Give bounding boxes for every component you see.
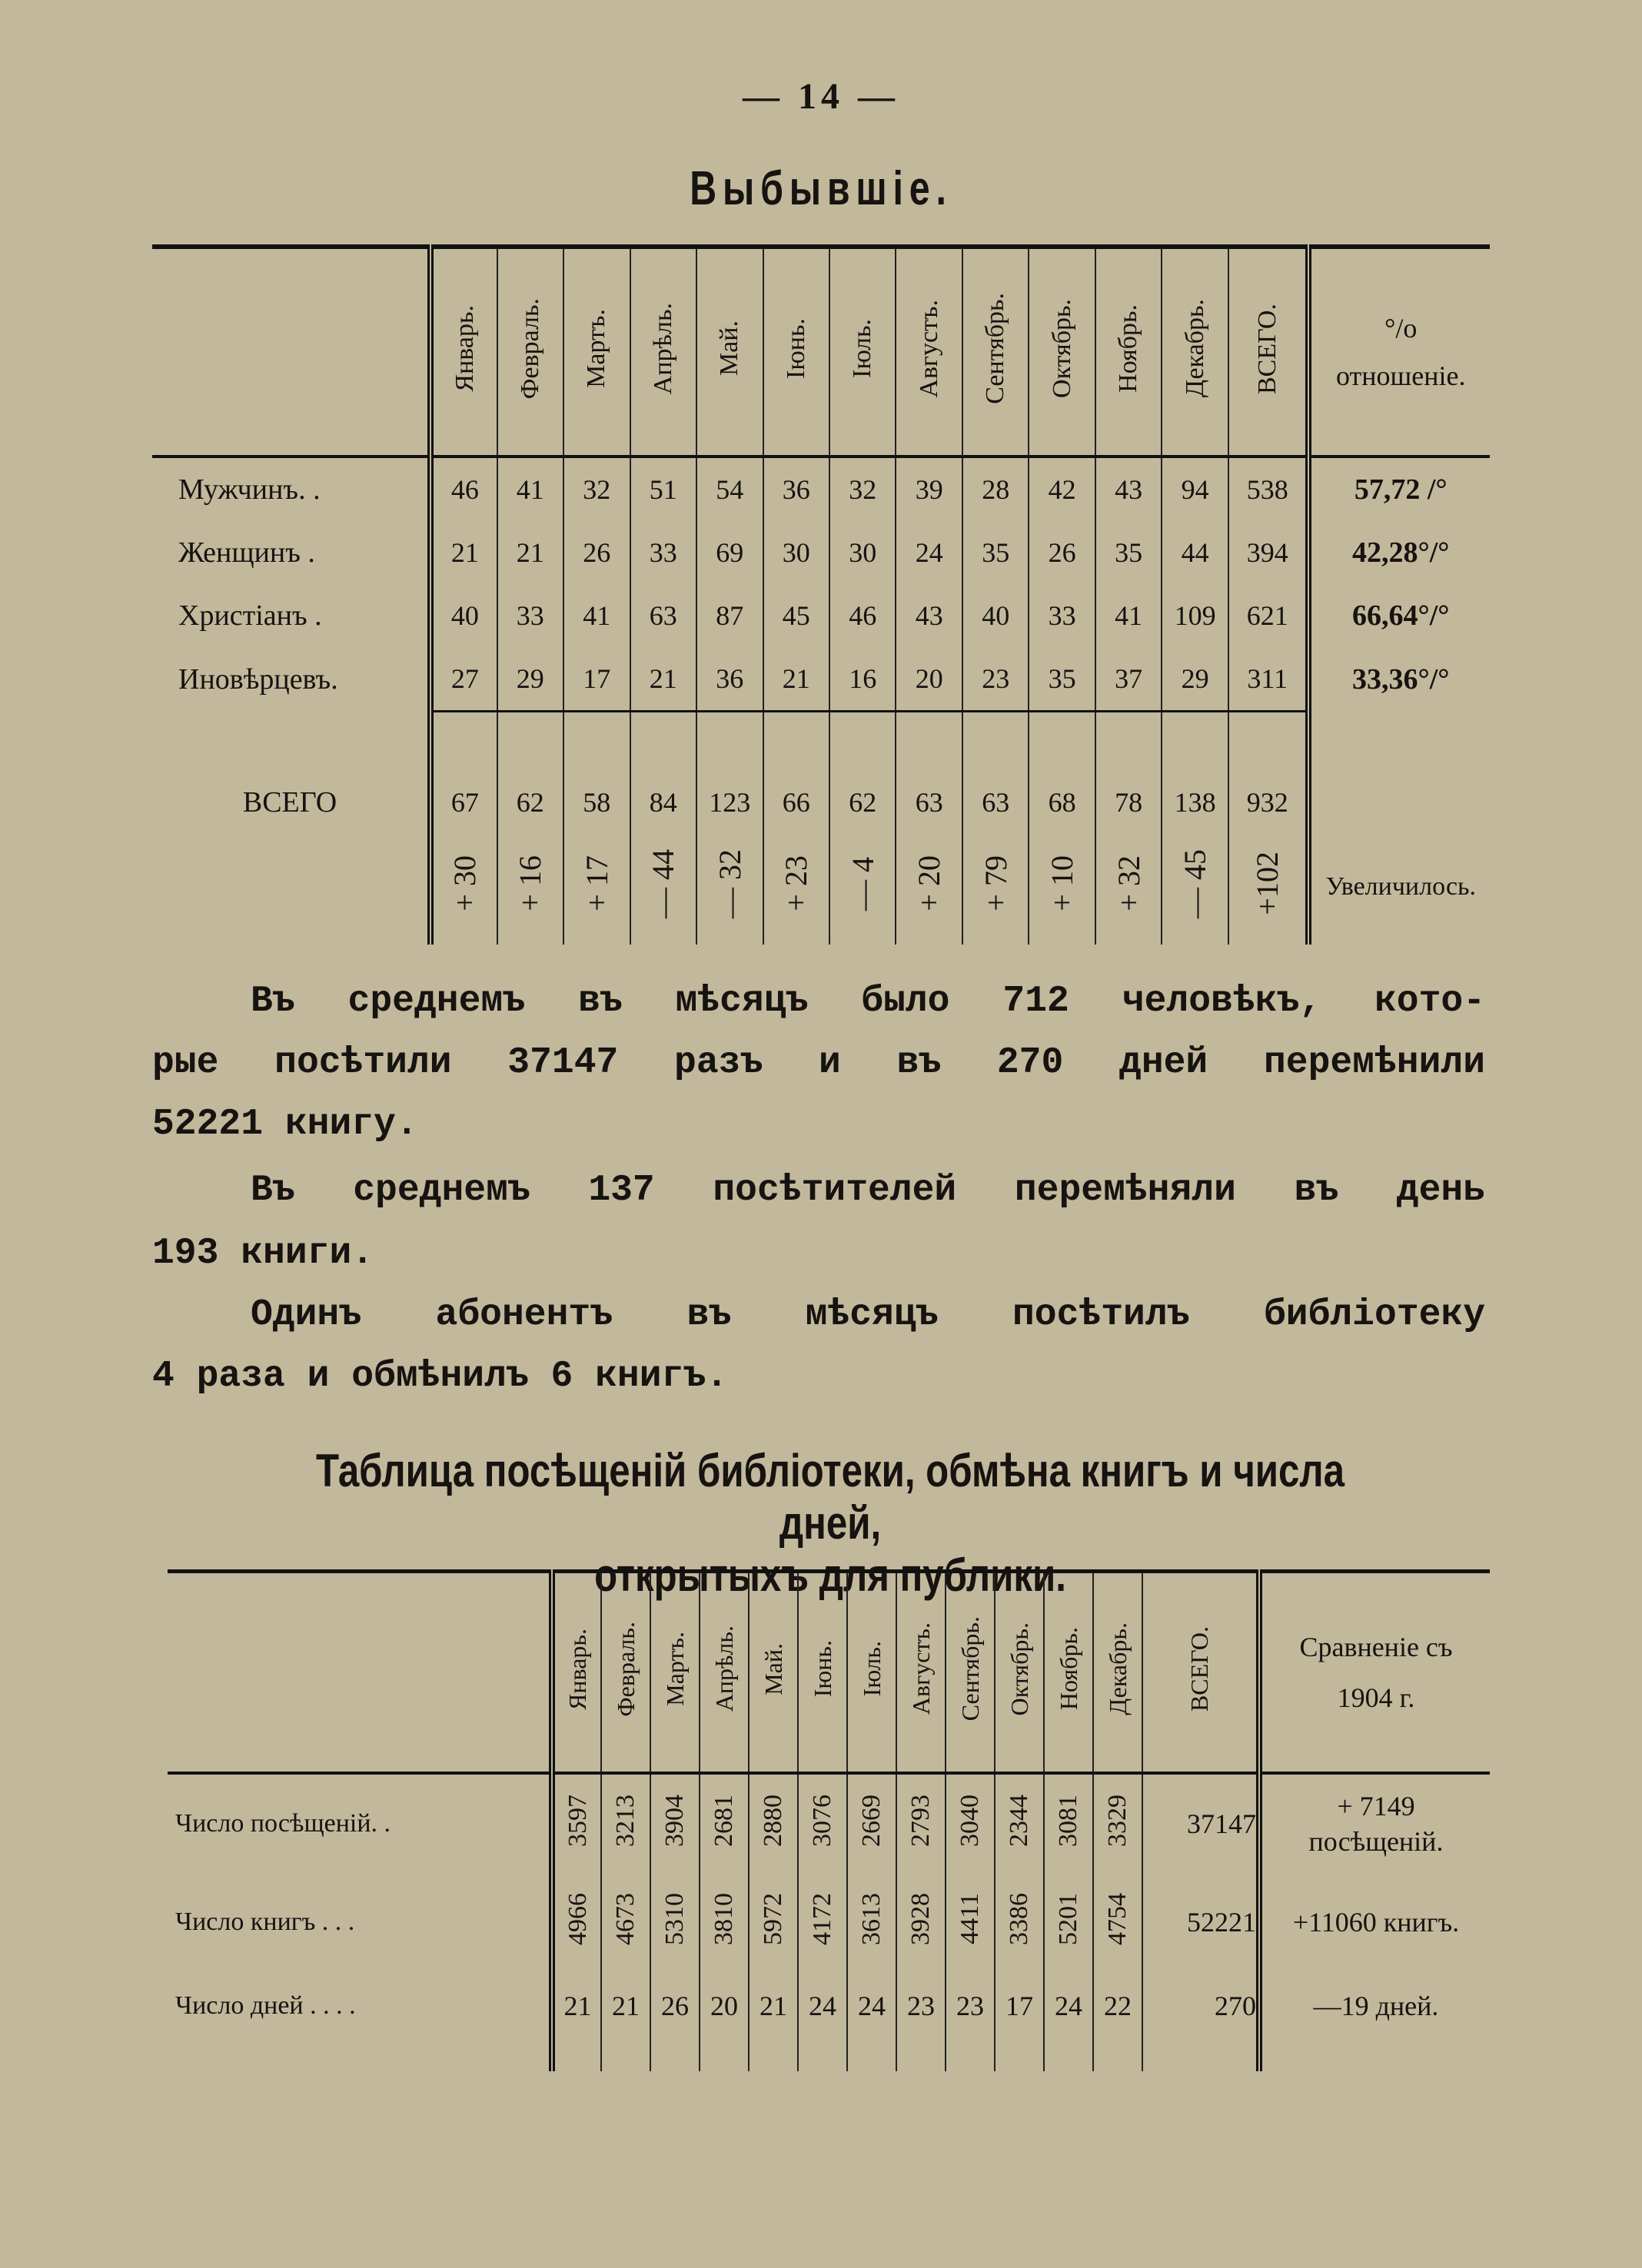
cell-value: 33 xyxy=(630,521,696,584)
cell-value: 94 xyxy=(1162,457,1228,521)
difference-cell xyxy=(497,829,563,945)
month-label: ВСЕГО. xyxy=(1252,303,1281,394)
month-header xyxy=(962,247,1029,457)
cell-value: 37 xyxy=(1095,647,1162,712)
month-label: Мартъ. xyxy=(582,309,611,388)
paragraph-line: 4 раза и обмѣнилъ 6 книгъ. xyxy=(152,1356,728,1397)
cell-value xyxy=(1093,1773,1142,1873)
cell-value: 30 xyxy=(763,521,829,584)
cell-text: 4754 xyxy=(1103,1892,1132,1945)
cell-text: 5310 xyxy=(660,1892,689,1945)
total-value: 62 xyxy=(829,775,896,829)
difference-value: + 20 xyxy=(912,855,947,912)
cell-value: 27 xyxy=(430,647,497,712)
difference-row xyxy=(152,829,1490,945)
total-value: 138 xyxy=(1162,775,1228,829)
cell-text: 3213 xyxy=(611,1794,640,1847)
month-header xyxy=(829,247,896,457)
difference-value: — 4 xyxy=(845,856,880,911)
total-value: 62 xyxy=(497,775,563,829)
cell-value: 41 xyxy=(497,457,563,521)
cell-text: 5201 xyxy=(1054,1892,1082,1945)
difference-value: + 32 xyxy=(1111,855,1146,912)
cell-value xyxy=(896,1873,946,1971)
month-header xyxy=(696,247,763,457)
difference-cell xyxy=(630,829,696,945)
total-label: ВСЕГО xyxy=(242,786,337,819)
cell-text: 4966 xyxy=(563,1892,592,1945)
cell-text: 3613 xyxy=(857,1892,886,1945)
cell-text: 3386 xyxy=(1005,1892,1033,1945)
cell-value: 21 xyxy=(630,647,696,712)
table-row xyxy=(168,1971,1490,2041)
difference-value: + 23 xyxy=(779,855,814,912)
cell-value: 24 xyxy=(847,1971,896,2041)
cell-value: 41 xyxy=(563,584,630,647)
table-row xyxy=(152,647,1490,712)
cell-value: 21 xyxy=(430,521,497,584)
month-label: Іюнь. xyxy=(781,318,810,379)
spacer xyxy=(630,712,696,776)
cell-value: 46 xyxy=(430,457,497,521)
month-label: Январь. xyxy=(450,305,479,392)
cell-value: 42 xyxy=(1029,457,1095,521)
month-header xyxy=(650,1572,700,1774)
difference-cell xyxy=(563,829,630,945)
total-value: 66 xyxy=(763,775,829,829)
cell-value xyxy=(749,1873,798,1971)
total-value: 123 xyxy=(696,775,763,829)
month-header xyxy=(1142,1572,1259,1774)
paragraph-line: 52221 книгу. xyxy=(152,1104,418,1145)
row-label: Христіанъ . xyxy=(178,599,322,632)
cell-text: 3928 xyxy=(906,1892,935,1945)
difference-value: +102 xyxy=(1250,852,1285,915)
row-label: Число дней . . . . xyxy=(175,1991,356,2020)
cell-value: 54 xyxy=(696,457,763,521)
cell-value xyxy=(700,1773,749,1873)
spacer xyxy=(798,2041,847,2071)
cell-text: 3329 xyxy=(1103,1794,1132,1847)
paragraph-line: Одинъ абонентъ въ мѣсяцъ посѣтилъ библіотеку xyxy=(251,1294,1485,1336)
month-header xyxy=(1162,247,1228,457)
table-title-line: открытыхъ для публики. xyxy=(594,1549,1066,1601)
cell-value: 69 xyxy=(696,521,763,584)
cell-value: 394 xyxy=(1228,521,1309,584)
spacer xyxy=(1308,712,1490,776)
cell-text: 2793 xyxy=(906,1794,935,1847)
spacer xyxy=(152,712,430,776)
header-row xyxy=(152,247,1490,457)
month-label: Августъ. xyxy=(914,299,943,398)
difference-cell xyxy=(1228,829,1309,945)
month-label: Ноябрь. xyxy=(1054,1627,1082,1711)
cell-text: 3081 xyxy=(1054,1794,1082,1847)
table-row xyxy=(168,1773,1490,1873)
month-label: Октябрь. xyxy=(1005,1622,1033,1716)
spacer xyxy=(1162,712,1228,776)
month-label: Декабрь. xyxy=(1180,299,1209,398)
cell-text: 3597 xyxy=(563,1794,592,1847)
cell-value: 17 xyxy=(563,647,630,712)
spacer xyxy=(995,2041,1044,2071)
table-row xyxy=(168,1873,1490,1971)
difference-value: — 45 xyxy=(1178,848,1213,918)
month-label: Сентябрь. xyxy=(956,1616,984,1722)
cell-value xyxy=(995,1773,1044,1873)
difference-note: Увеличилось. xyxy=(1308,829,1490,945)
month-label: Іюнь. xyxy=(808,1640,836,1698)
cell-value xyxy=(1093,1873,1142,1971)
cell-value: 52221 xyxy=(1142,1873,1259,1971)
cell-value: 43 xyxy=(896,584,962,647)
table-row xyxy=(152,584,1490,647)
difference-value: + 79 xyxy=(978,855,1013,912)
cell-value: 29 xyxy=(1162,647,1228,712)
pct-header: °/о отношеніе. xyxy=(1308,247,1490,457)
difference-value: + 30 xyxy=(447,855,483,912)
cell-value: 17 xyxy=(995,1971,1044,2041)
cell-value xyxy=(601,1773,650,1873)
cell-value: 40 xyxy=(962,584,1029,647)
cell-value: 621 xyxy=(1228,584,1309,647)
cell-text: 2880 xyxy=(759,1794,787,1847)
departed-table xyxy=(152,244,1490,945)
cell-value xyxy=(896,1773,946,1873)
bottom-row xyxy=(168,2041,1490,2071)
cell-value xyxy=(1044,1873,1093,1971)
month-header xyxy=(700,1572,749,1774)
cell-value xyxy=(650,1873,700,1971)
cell-value: 41 xyxy=(1095,584,1162,647)
difference-value: + 10 xyxy=(1045,855,1080,912)
cell-value: 40 xyxy=(430,584,497,647)
cell-text: 2344 xyxy=(1005,1794,1033,1847)
month-header xyxy=(896,247,962,457)
pct-value: 42,28°/° xyxy=(1308,521,1490,584)
month-header xyxy=(995,1572,1044,1774)
month-label: Февраль. xyxy=(515,297,544,400)
total-value: 84 xyxy=(630,775,696,829)
cell-value: 22 xyxy=(1093,1971,1142,2041)
blank xyxy=(168,2041,552,2071)
paragraph-line: рые посѣтили 37147 разъ и въ 270 дней перемѣнили xyxy=(152,1042,1485,1084)
row-label: Женщинъ . xyxy=(178,536,315,569)
spacer xyxy=(552,2041,601,2071)
cell-value: 24 xyxy=(1044,1971,1093,2041)
pct-value: 66,64°/° xyxy=(1308,584,1490,647)
cell-value: 33 xyxy=(1029,584,1095,647)
month-header xyxy=(630,247,696,457)
month-header xyxy=(497,247,563,457)
cell-value: 26 xyxy=(650,1971,700,2041)
cell-value: 87 xyxy=(696,584,763,647)
cell-value: 51 xyxy=(630,457,696,521)
cell-value xyxy=(552,1773,601,1873)
month-header xyxy=(552,1572,601,1774)
cell-value xyxy=(650,1773,700,1873)
cell-text: 4411 xyxy=(956,1893,984,1944)
difference-cell xyxy=(962,829,1029,945)
cell-value xyxy=(1044,1773,1093,1873)
spacer xyxy=(1142,2041,1259,2071)
cell-value xyxy=(847,1773,896,1873)
month-header xyxy=(1095,247,1162,457)
total-value: 63 xyxy=(896,775,962,829)
cell-value: 35 xyxy=(1029,647,1095,712)
cell-value: 26 xyxy=(1029,521,1095,584)
spacer xyxy=(946,2041,995,2071)
cell-value: 24 xyxy=(896,521,962,584)
cell-value: 36 xyxy=(696,647,763,712)
cell-value xyxy=(601,1873,650,1971)
row-label: Иновѣрцевъ. xyxy=(178,662,338,696)
cell-value: 45 xyxy=(763,584,829,647)
cell-value: 43 xyxy=(1095,457,1162,521)
spacer xyxy=(1228,712,1309,776)
month-header xyxy=(1093,1572,1142,1774)
page-number: — 14 — xyxy=(743,76,899,117)
spacer xyxy=(962,712,1029,776)
spacer xyxy=(896,2041,946,2071)
difference-cell xyxy=(763,829,829,945)
row-label: Мужчинъ. . xyxy=(178,473,321,506)
month-label: Декабрь. xyxy=(1103,1622,1132,1715)
cell-value: 35 xyxy=(1095,521,1162,584)
spacer xyxy=(1259,2041,1490,2071)
cell-text: 4172 xyxy=(808,1892,836,1945)
month-label: Мартъ. xyxy=(660,1632,689,1706)
total-value: 68 xyxy=(1029,775,1095,829)
total-value: 67 xyxy=(430,775,497,829)
month-header xyxy=(601,1572,650,1774)
cell-value: 29 xyxy=(497,647,563,712)
comparison-value: —19 дней. xyxy=(1259,1971,1490,2041)
month-label: Сентябрь. xyxy=(981,293,1010,404)
spacer xyxy=(650,2041,700,2071)
cell-text: 5972 xyxy=(759,1892,787,1945)
cell-text: 2669 xyxy=(857,1794,886,1847)
cell-value xyxy=(798,1773,847,1873)
spacer xyxy=(829,712,896,776)
table-title-line: Таблица посѣщеній библіотеки, обмѣна книгъ и числа дней, xyxy=(315,1445,1345,1549)
month-header xyxy=(749,1572,798,1774)
cell-text: 3810 xyxy=(710,1892,738,1945)
cell-value: 311 xyxy=(1228,647,1309,712)
spacer xyxy=(896,712,962,776)
difference-cell xyxy=(896,829,962,945)
spacer xyxy=(700,2041,749,2071)
row-label: Число посѣщеній. . xyxy=(175,1809,391,1838)
month-header xyxy=(1228,247,1309,457)
cell-value xyxy=(946,1773,995,1873)
difference-value: — 32 xyxy=(712,848,747,918)
difference-cell xyxy=(1162,829,1228,945)
cell-value: 23 xyxy=(896,1971,946,2041)
cell-value: 23 xyxy=(946,1971,995,2041)
header-row xyxy=(168,1572,1490,1774)
paragraph-line: 193 книги. xyxy=(152,1233,374,1274)
paragraph-line: Въ среднемъ 137 посѣтителей перемѣняли въ день xyxy=(251,1170,1485,1211)
spacer xyxy=(763,712,829,776)
spacer xyxy=(1095,712,1162,776)
spacer xyxy=(430,712,497,776)
cell-value: 39 xyxy=(896,457,962,521)
spacer xyxy=(601,2041,650,2071)
paragraph-line: Въ среднемъ въ мѣсяцъ было 712 человѣкъ, кото- xyxy=(251,981,1485,1022)
cell-text: 3076 xyxy=(808,1794,836,1847)
cell-value: 32 xyxy=(563,457,630,521)
month-label: Іюль. xyxy=(857,1641,886,1697)
cell-value: 24 xyxy=(798,1971,847,2041)
cell-value: 21 xyxy=(749,1971,798,2041)
month-label: ВСЕГО. xyxy=(1185,1625,1213,1712)
cell-value: 26 xyxy=(563,521,630,584)
visits-table xyxy=(168,1569,1490,2071)
table-row xyxy=(152,457,1490,521)
difference-value: — 44 xyxy=(646,848,681,918)
pct-value: 57,72 /° xyxy=(1308,457,1490,521)
month-header xyxy=(798,1572,847,1774)
pct-value: 33,36°/° xyxy=(1308,647,1490,712)
corner-cell xyxy=(168,1572,552,1774)
spacer xyxy=(1044,2041,1093,2071)
month-header xyxy=(847,1572,896,1774)
month-label: Октябрь. xyxy=(1047,299,1076,398)
month-header xyxy=(430,247,497,457)
spacer xyxy=(749,2041,798,2071)
cell-value xyxy=(749,1773,798,1873)
cell-value xyxy=(700,1873,749,1971)
cell-value: 20 xyxy=(896,647,962,712)
cell-value: 20 xyxy=(700,1971,749,2041)
cell-value: 36 xyxy=(763,457,829,521)
table-row xyxy=(152,521,1490,584)
month-label: Май. xyxy=(759,1642,787,1695)
comparison-value: +11060 книгъ. xyxy=(1259,1873,1490,1971)
month-label: Апрѣль. xyxy=(648,302,677,395)
cell-text: 2681 xyxy=(710,1794,738,1847)
month-header xyxy=(896,1572,946,1774)
spacer xyxy=(563,712,630,776)
month-label: Январь. xyxy=(563,1628,591,1710)
cell-text: 4673 xyxy=(611,1892,640,1945)
month-label: Іюль. xyxy=(848,319,877,378)
cell-value xyxy=(946,1873,995,1971)
cell-value xyxy=(798,1873,847,1971)
cell-value: 28 xyxy=(962,457,1029,521)
cell-value: 35 xyxy=(962,521,1029,584)
spacer xyxy=(497,712,563,776)
total-value: 58 xyxy=(563,775,630,829)
cell-value xyxy=(847,1873,896,1971)
month-header xyxy=(1044,1572,1093,1774)
month-label: Апрѣль. xyxy=(710,1625,738,1712)
month-header xyxy=(763,247,829,457)
row-label: Число книгъ . . . xyxy=(175,1908,355,1936)
month-header xyxy=(563,247,630,457)
blank xyxy=(152,829,430,945)
total-row xyxy=(152,775,1490,829)
total-value: 63 xyxy=(962,775,1029,829)
section-title: Выбывшіе. xyxy=(690,162,952,215)
cell-text: 3040 xyxy=(956,1794,984,1847)
cell-value: 33 xyxy=(497,584,563,647)
spacer xyxy=(847,2041,896,2071)
spacer xyxy=(1093,2041,1142,2071)
difference-cell xyxy=(696,829,763,945)
cell-value: 21 xyxy=(552,1971,601,2041)
difference-cell xyxy=(430,829,497,945)
difference-value: + 16 xyxy=(513,855,548,912)
cell-value: 21 xyxy=(763,647,829,712)
cell-value: 21 xyxy=(497,521,563,584)
cell-value: 32 xyxy=(829,457,896,521)
month-header xyxy=(1029,247,1095,457)
corner-cell xyxy=(152,247,430,457)
month-label: Августъ. xyxy=(906,1622,935,1715)
cell-value: 538 xyxy=(1228,457,1309,521)
cell-value: 21 xyxy=(601,1971,650,2041)
pct-blank xyxy=(1308,775,1490,829)
cell-value: 23 xyxy=(962,647,1029,712)
difference-cell xyxy=(829,829,896,945)
cell-value: 44 xyxy=(1162,521,1228,584)
difference-cell xyxy=(1029,829,1095,945)
month-label: Февраль. xyxy=(611,1621,640,1717)
spacer xyxy=(1029,712,1095,776)
month-label: Май. xyxy=(715,320,744,377)
comparison-header: Сравненіе съ 1904 г. xyxy=(1259,1572,1490,1774)
difference-cell xyxy=(1095,829,1162,945)
difference-value: + 17 xyxy=(579,855,614,912)
cell-value: 30 xyxy=(829,521,896,584)
month-header xyxy=(946,1572,995,1774)
cell-value: 63 xyxy=(630,584,696,647)
cell-value xyxy=(552,1873,601,1971)
cell-value: 46 xyxy=(829,584,896,647)
cell-value: 109 xyxy=(1162,584,1228,647)
month-label: Ноябрь. xyxy=(1114,304,1143,393)
cell-value: 16 xyxy=(829,647,896,712)
total-value: 78 xyxy=(1095,775,1162,829)
cell-value xyxy=(995,1873,1044,1971)
cell-value: 37147 xyxy=(1142,1773,1259,1873)
separator-row xyxy=(152,712,1490,776)
total-value: 932 xyxy=(1228,775,1309,829)
cell-text: 3904 xyxy=(660,1794,689,1847)
spacer xyxy=(696,712,763,776)
comparison-value: + 7149 посѣщеній. xyxy=(1259,1773,1490,1873)
cell-value: 270 xyxy=(1142,1971,1259,2041)
